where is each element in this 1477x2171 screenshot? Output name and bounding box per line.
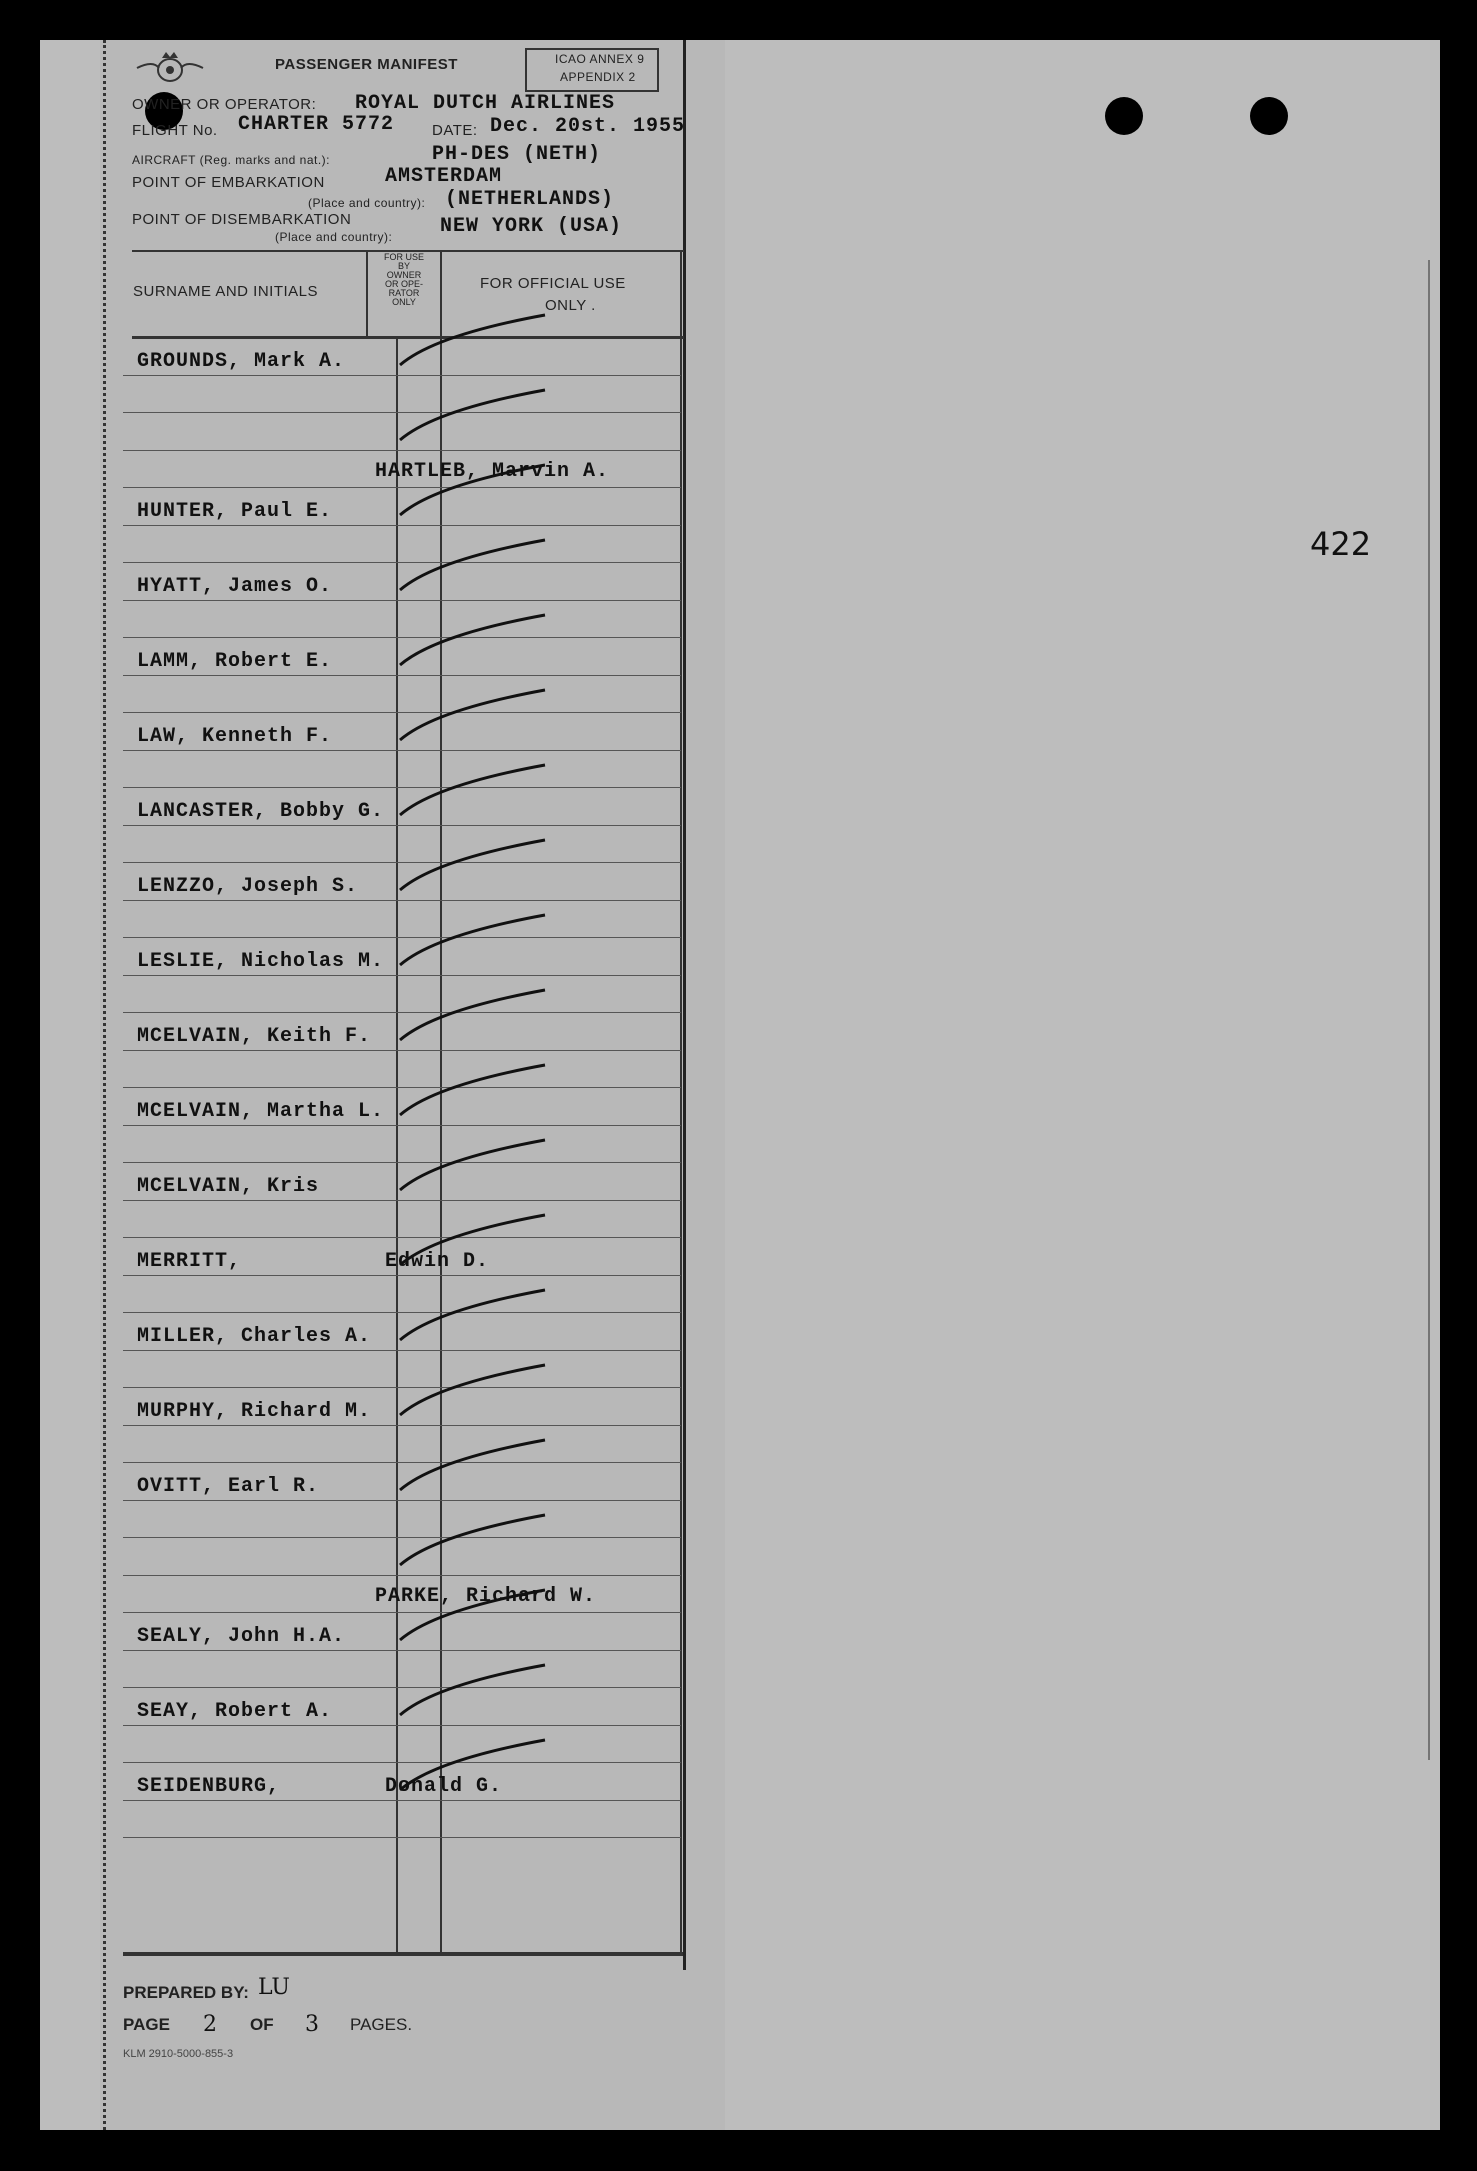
row-rule — [123, 1200, 681, 1201]
of-label: OF — [250, 2015, 274, 2034]
disembarkation-label: POINT OF DISEMBARKATION — [132, 211, 352, 228]
row-rule — [123, 1425, 681, 1426]
check-mark — [395, 1060, 575, 1120]
row-rule — [123, 975, 681, 976]
row-rule — [123, 675, 681, 676]
check-mark — [395, 760, 575, 820]
passenger-name: HARTLEB, Marvin A. — [375, 460, 610, 483]
passenger-name: LANCASTER, Bobby G. — [137, 800, 385, 823]
passenger-name: SEIDENBURG, — [137, 1775, 281, 1798]
perforated-edge — [103, 40, 112, 2130]
row-rule — [123, 750, 681, 751]
passenger-name: LAMM, Robert E. — [137, 650, 333, 673]
disembarkation-value: NEW YORK (USA) — [440, 215, 623, 238]
check-mark — [395, 460, 575, 520]
date-value: Dec. 20st. 1955 — [490, 115, 686, 138]
aircraft-label: AIRCRAFT (Reg. marks and nat.): — [132, 153, 330, 167]
official-use-header-line2: ONLY . — [545, 297, 596, 314]
page-label: PAGE — [123, 2015, 170, 2034]
passenger-name: HYATT, James O. — [137, 575, 333, 598]
row-rule — [123, 900, 681, 901]
passenger-name: MCELVAIN, Kris — [137, 1175, 320, 1198]
form-right-border — [683, 40, 686, 1970]
check-mark — [395, 1435, 575, 1495]
row-rule — [123, 1725, 681, 1726]
paper-edge-line — [1428, 260, 1430, 1760]
owner-label: OWNER OR OPERATOR: — [132, 96, 317, 113]
passenger-given-name: Edwin D. — [385, 1250, 490, 1273]
surname-column-header: SURNAME AND INITIALS — [133, 283, 319, 300]
row-rule — [123, 600, 681, 601]
check-mark — [395, 1510, 575, 1570]
icao-appendix: APPENDIX 2 — [560, 70, 636, 84]
owner-use-line: OWNER — [386, 270, 422, 280]
check-mark — [395, 910, 575, 970]
owner-use-line: OR OPE- — [384, 279, 423, 289]
check-mark — [395, 1735, 575, 1795]
row-rule — [123, 1350, 681, 1351]
row-rule — [123, 1575, 681, 1576]
row-rule — [123, 825, 681, 826]
owner-column-left — [366, 250, 368, 336]
row-rule — [123, 450, 681, 451]
passenger-given-name: Donald G. — [385, 1775, 503, 1798]
passenger-name: LENZZO, Joseph S. — [137, 875, 359, 898]
check-mark — [395, 835, 575, 895]
row-rule — [123, 1125, 681, 1126]
passenger-name: MCELVAIN, Martha L. — [137, 1100, 385, 1123]
passenger-name: HUNTER, Paul E. — [137, 500, 333, 523]
passenger-name: GROUNDS, Mark A. — [137, 350, 346, 373]
page-total: 3 — [305, 2012, 319, 2037]
table-bottom-rule — [123, 1952, 683, 1956]
flight-value: CHARTER 5772 — [238, 113, 395, 136]
page-number: 2 — [203, 2012, 217, 2037]
embarkation-label: POINT OF EMBARKATION — [132, 174, 325, 191]
date-label: DATE: — [432, 122, 478, 139]
check-mark — [395, 1585, 575, 1645]
official-use-header-line1: FOR OFFICIAL USE — [480, 275, 626, 292]
embarkation-sub: (Place and country): — [308, 196, 426, 210]
row-rule — [123, 1275, 681, 1276]
passenger-name: PARKE, Richard W. — [375, 1585, 597, 1608]
punch-hole — [1105, 97, 1143, 135]
owner-use-line: ONLY — [392, 297, 416, 307]
row-rule — [123, 1837, 681, 1838]
check-mark — [395, 1360, 575, 1420]
owner-value: ROYAL DUTCH AIRLINES — [355, 92, 616, 115]
stamp-number: 422 — [1310, 525, 1372, 563]
passenger-name: LAW, Kenneth F. — [137, 725, 333, 748]
passenger-name: MCELVAIN, Keith F. — [137, 1025, 372, 1048]
klm-crown-logo — [135, 48, 205, 84]
punch-hole — [1250, 97, 1288, 135]
check-mark — [395, 1210, 575, 1270]
prepared-by-label: PREPARED BY: — [123, 1983, 249, 2002]
icao-annex: ICAO ANNEX 9 — [555, 52, 645, 66]
owner-use-line: BY — [397, 261, 410, 271]
owner-use-column-header — [368, 253, 440, 307]
embarkation-country: (NETHERLANDS) — [445, 188, 615, 211]
check-mark — [395, 610, 575, 670]
passenger-name: OVITT, Earl R. — [137, 1475, 320, 1498]
row-rule — [123, 1050, 681, 1051]
passenger-name: MERRITT, — [137, 1250, 242, 1273]
row-rule — [123, 525, 681, 526]
manifest-title: PASSENGER MANIFEST — [275, 56, 458, 73]
prepared-by-initials: LU — [258, 1975, 290, 2000]
owner-use-line: FOR USE — [383, 252, 424, 262]
passenger-name: MURPHY, Richard M. — [137, 1400, 372, 1423]
form-code: KLM 2910-5000-855-3 — [123, 2048, 234, 2060]
check-mark — [395, 1285, 575, 1345]
check-mark — [395, 1135, 575, 1195]
check-mark — [395, 535, 575, 595]
passenger-name: SEAY, Robert A. — [137, 1700, 333, 1723]
passenger-name: LESLIE, Nicholas M. — [137, 950, 385, 973]
row-rule — [123, 1800, 681, 1801]
row-rule — [123, 375, 681, 376]
check-mark — [395, 985, 575, 1045]
check-mark — [395, 1660, 575, 1720]
row-rule — [123, 1500, 681, 1501]
check-mark — [395, 385, 575, 445]
aircraft-value: PH-DES (NETH) — [432, 143, 602, 166]
embarkation-city: AMSTERDAM — [385, 165, 503, 188]
pages-label: PAGES. — [350, 2015, 413, 2034]
disembarkation-sub: (Place and country): — [275, 230, 393, 244]
official-column-right — [680, 250, 682, 1956]
flight-label: FLIGHT No. — [132, 122, 218, 139]
check-mark — [395, 310, 575, 370]
owner-use-line: RATOR — [388, 288, 420, 298]
passenger-name: SEALY, John H.A. — [137, 1625, 346, 1648]
passenger-name: MILLER, Charles A. — [137, 1325, 372, 1348]
row-rule — [123, 1650, 681, 1651]
check-mark — [395, 685, 575, 745]
